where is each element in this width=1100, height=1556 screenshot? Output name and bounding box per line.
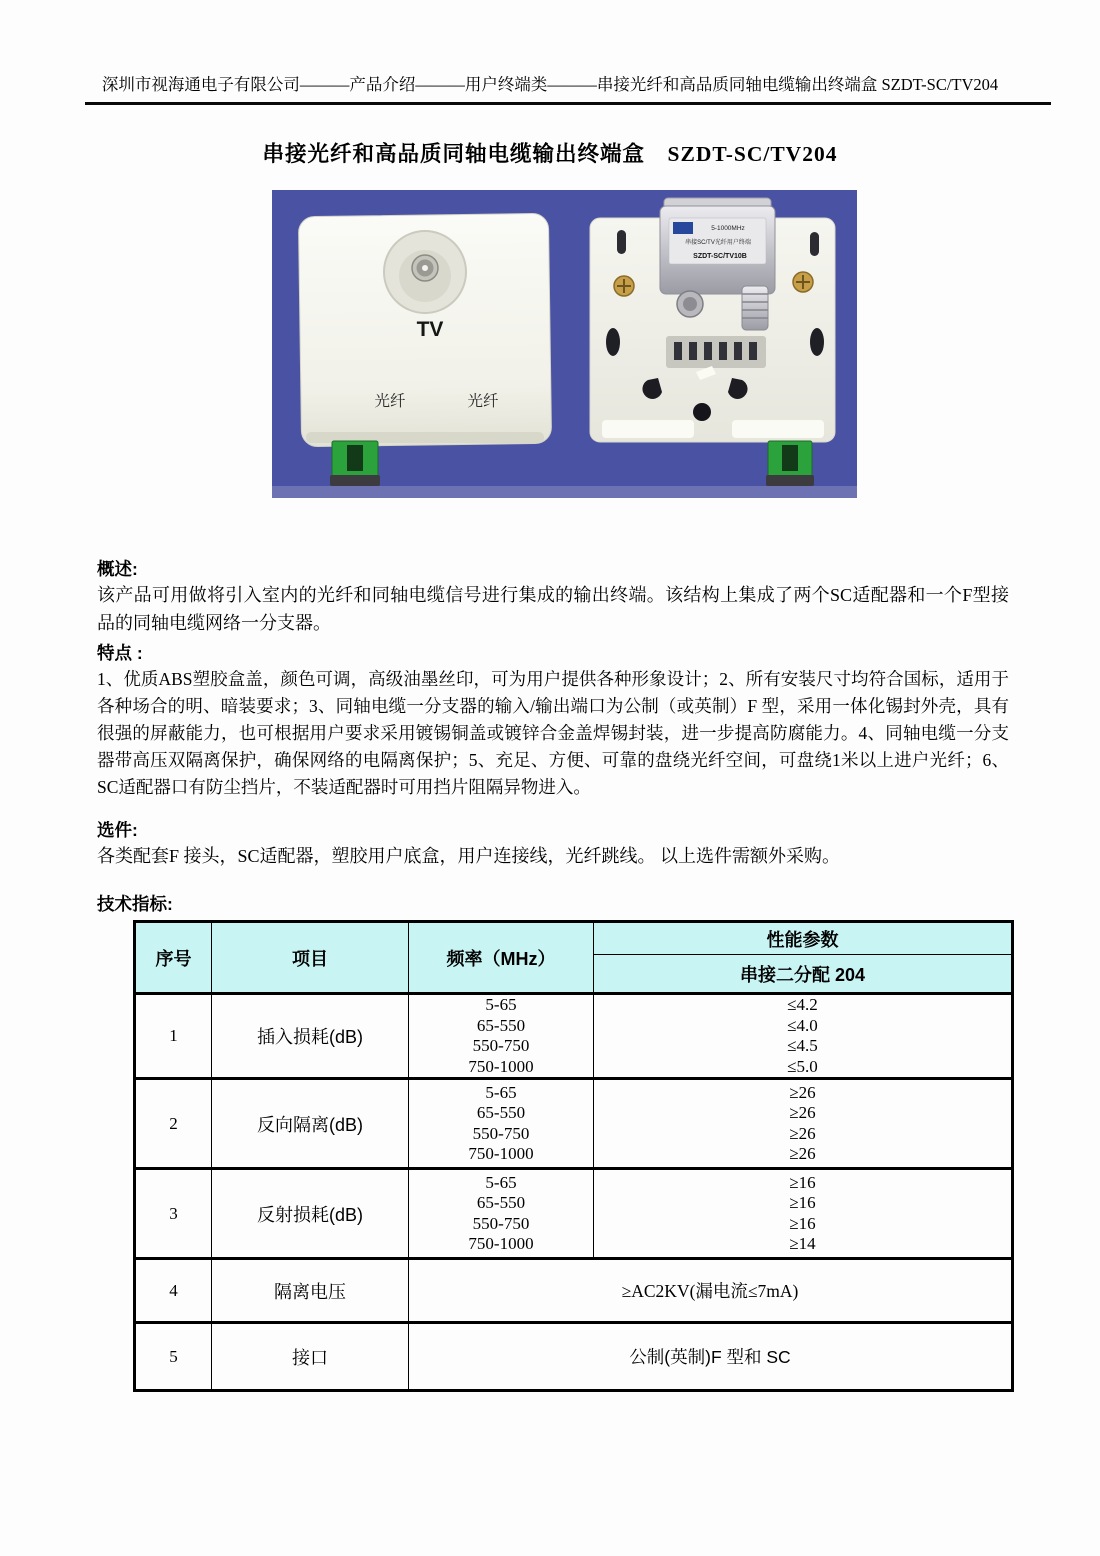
bottom-tab-right xyxy=(732,420,824,438)
freq-line: 750-1000 xyxy=(468,1144,534,1164)
specs-heading: 技术指标: xyxy=(97,894,173,914)
sc-adapter-rear xyxy=(766,441,814,486)
table-row xyxy=(135,1169,1013,1259)
row-item: 接口 xyxy=(212,1323,409,1391)
screw-left xyxy=(614,276,634,296)
row-item: 反射损耗(dB) xyxy=(212,1169,409,1259)
f-connector xyxy=(412,255,438,281)
row-no: 3 xyxy=(135,1169,212,1259)
table-header-row-1 xyxy=(135,922,1013,955)
header-item: 项目 xyxy=(212,922,409,994)
svg-text:串接SC/TV光纤用户终端: 串接SC/TV光纤用户终端 xyxy=(685,240,751,246)
row-freqs xyxy=(409,1169,594,1259)
value-line: ≥14 xyxy=(789,1234,816,1254)
bottom-tab-left xyxy=(602,420,694,438)
svg-text:5-1000MHz: 5-1000MHz xyxy=(711,225,745,232)
table-row xyxy=(135,1079,1013,1169)
freq-line: 65-550 xyxy=(476,1193,526,1213)
freq-line: 65-550 xyxy=(476,1015,526,1035)
row-values xyxy=(594,1169,1013,1259)
freq-line: 550-750 xyxy=(472,1036,530,1056)
freq-line: 5-65 xyxy=(485,1082,517,1102)
freq-line: 750-1000 xyxy=(468,1056,534,1076)
header-freq: 频率（MHz） xyxy=(409,922,594,994)
table-row xyxy=(135,994,1013,1079)
row-no: 4 xyxy=(135,1259,212,1323)
fiber-label-left: 光纤 xyxy=(374,393,406,410)
doc-header: 深圳市视海通电子有限公司———产品介绍———用户终端类———串接光纤和高品质同轴电缆输出终端盒 SZDT-SC/TV204 xyxy=(101,75,999,94)
value-line: ≥26 xyxy=(789,1103,816,1123)
overview-heading: 概述: xyxy=(97,559,138,579)
row-item: 隔离电压 xyxy=(212,1259,409,1323)
header-perf-sub: 串接二分配 204 xyxy=(594,955,1013,994)
freq-line: 5-65 xyxy=(485,1172,517,1192)
row-merged-value: 公制(英制)F 型和 SC xyxy=(409,1323,1013,1391)
photo-floor-band xyxy=(272,486,857,498)
product-photo xyxy=(272,190,857,498)
features-heading: 特点 : xyxy=(97,643,143,663)
value-line: ≥16 xyxy=(789,1213,816,1233)
value-line: ≤4.2 xyxy=(787,995,818,1014)
product-photo-svg xyxy=(272,190,857,498)
row-values xyxy=(594,994,1013,1079)
screw-right xyxy=(793,272,813,292)
table-row xyxy=(135,1259,1013,1323)
value-line: ≥16 xyxy=(789,1172,816,1192)
features-body: 1、优质ABS塑胶盒盖，颜色可调，高级油墨丝印，可为用户提供各种形象设计；2、所有安装尺寸均符合国标，适用于各种场合的明、暗装要求；3、同轴电缆一分支器的输入/输出端口为公制（或英制）F 型，采用一体化锡封外壳，具有很强的屏蔽能力，也可根据用户要求采用镀锡铜盖或镀锌合金盖焊锡封装，进一步提高防腐能力。4、同轴电缆一分支器带高压双隔离保护，确保网络的电隔离保护；5、充足、方便、可靠的盘绕光纤空间，可盘绕1米以上进户光纤；6、SC适配器口有防尘挡片，不装适配器时可用挡片阻隔异物进入。 xyxy=(97,669,1009,797)
header-rule xyxy=(85,102,1051,105)
table-row xyxy=(135,1323,1013,1391)
module-label xyxy=(669,218,766,264)
row-no: 2 xyxy=(135,1079,212,1169)
overview-body: 该产品可用做将引入室内的光纤和同轴电缆信号进行集成的输出终端。该结构上集成了两个SC适配器和一个F型接品的同轴电缆网络一分支器。 xyxy=(97,585,1009,633)
freq-line: 550-750 xyxy=(472,1213,530,1233)
header-perf: 性能参数 xyxy=(594,922,1013,955)
module-port-right xyxy=(742,286,768,330)
freq-line: 550-750 xyxy=(472,1123,530,1143)
row-item: 反向隔离(dB) xyxy=(212,1079,409,1169)
row-merged-value: ≥AC2KV(漏电流≤7mA) xyxy=(409,1259,1013,1323)
freq-line: 5-65 xyxy=(485,995,517,1014)
freq-line: 65-550 xyxy=(476,1103,526,1123)
header-no: 序号 xyxy=(135,922,212,994)
row-freqs xyxy=(409,994,594,1079)
value-line: ≥16 xyxy=(789,1193,816,1213)
value-line: ≥26 xyxy=(789,1123,816,1143)
value-line: ≤4.5 xyxy=(787,1036,818,1056)
row-values xyxy=(594,1079,1013,1169)
page-title: 串接光纤和高品质同轴电缆输出终端盒 SZDT-SC/TV204 xyxy=(262,142,838,166)
svg-text:SZDT-SC/TV10B: SZDT-SC/TV10B xyxy=(693,253,747,260)
options-body: 各类配套F 接头，SC适配器，塑胶用户底盒，用户连接线，光纤跳线。 以上选件需额外采购。 xyxy=(97,846,841,866)
value-line: ≤5.0 xyxy=(787,1056,818,1076)
value-line: ≥26 xyxy=(789,1144,816,1164)
value-line: ≥26 xyxy=(789,1082,816,1102)
row-no: 1 xyxy=(135,994,212,1079)
row-no: 5 xyxy=(135,1323,212,1391)
row-item: 插入损耗(dB) xyxy=(212,994,409,1079)
options-heading: 选件: xyxy=(97,820,138,840)
value-line: ≤4.0 xyxy=(787,1015,818,1035)
sc-adapter-front xyxy=(330,441,380,486)
row-freqs xyxy=(409,1079,594,1169)
tv-label: TV xyxy=(416,318,444,341)
freq-line: 750-1000 xyxy=(468,1234,534,1254)
spec-table xyxy=(133,920,1014,1392)
module-port-left xyxy=(677,291,703,317)
fiber-label-right: 光纤 xyxy=(467,393,499,410)
